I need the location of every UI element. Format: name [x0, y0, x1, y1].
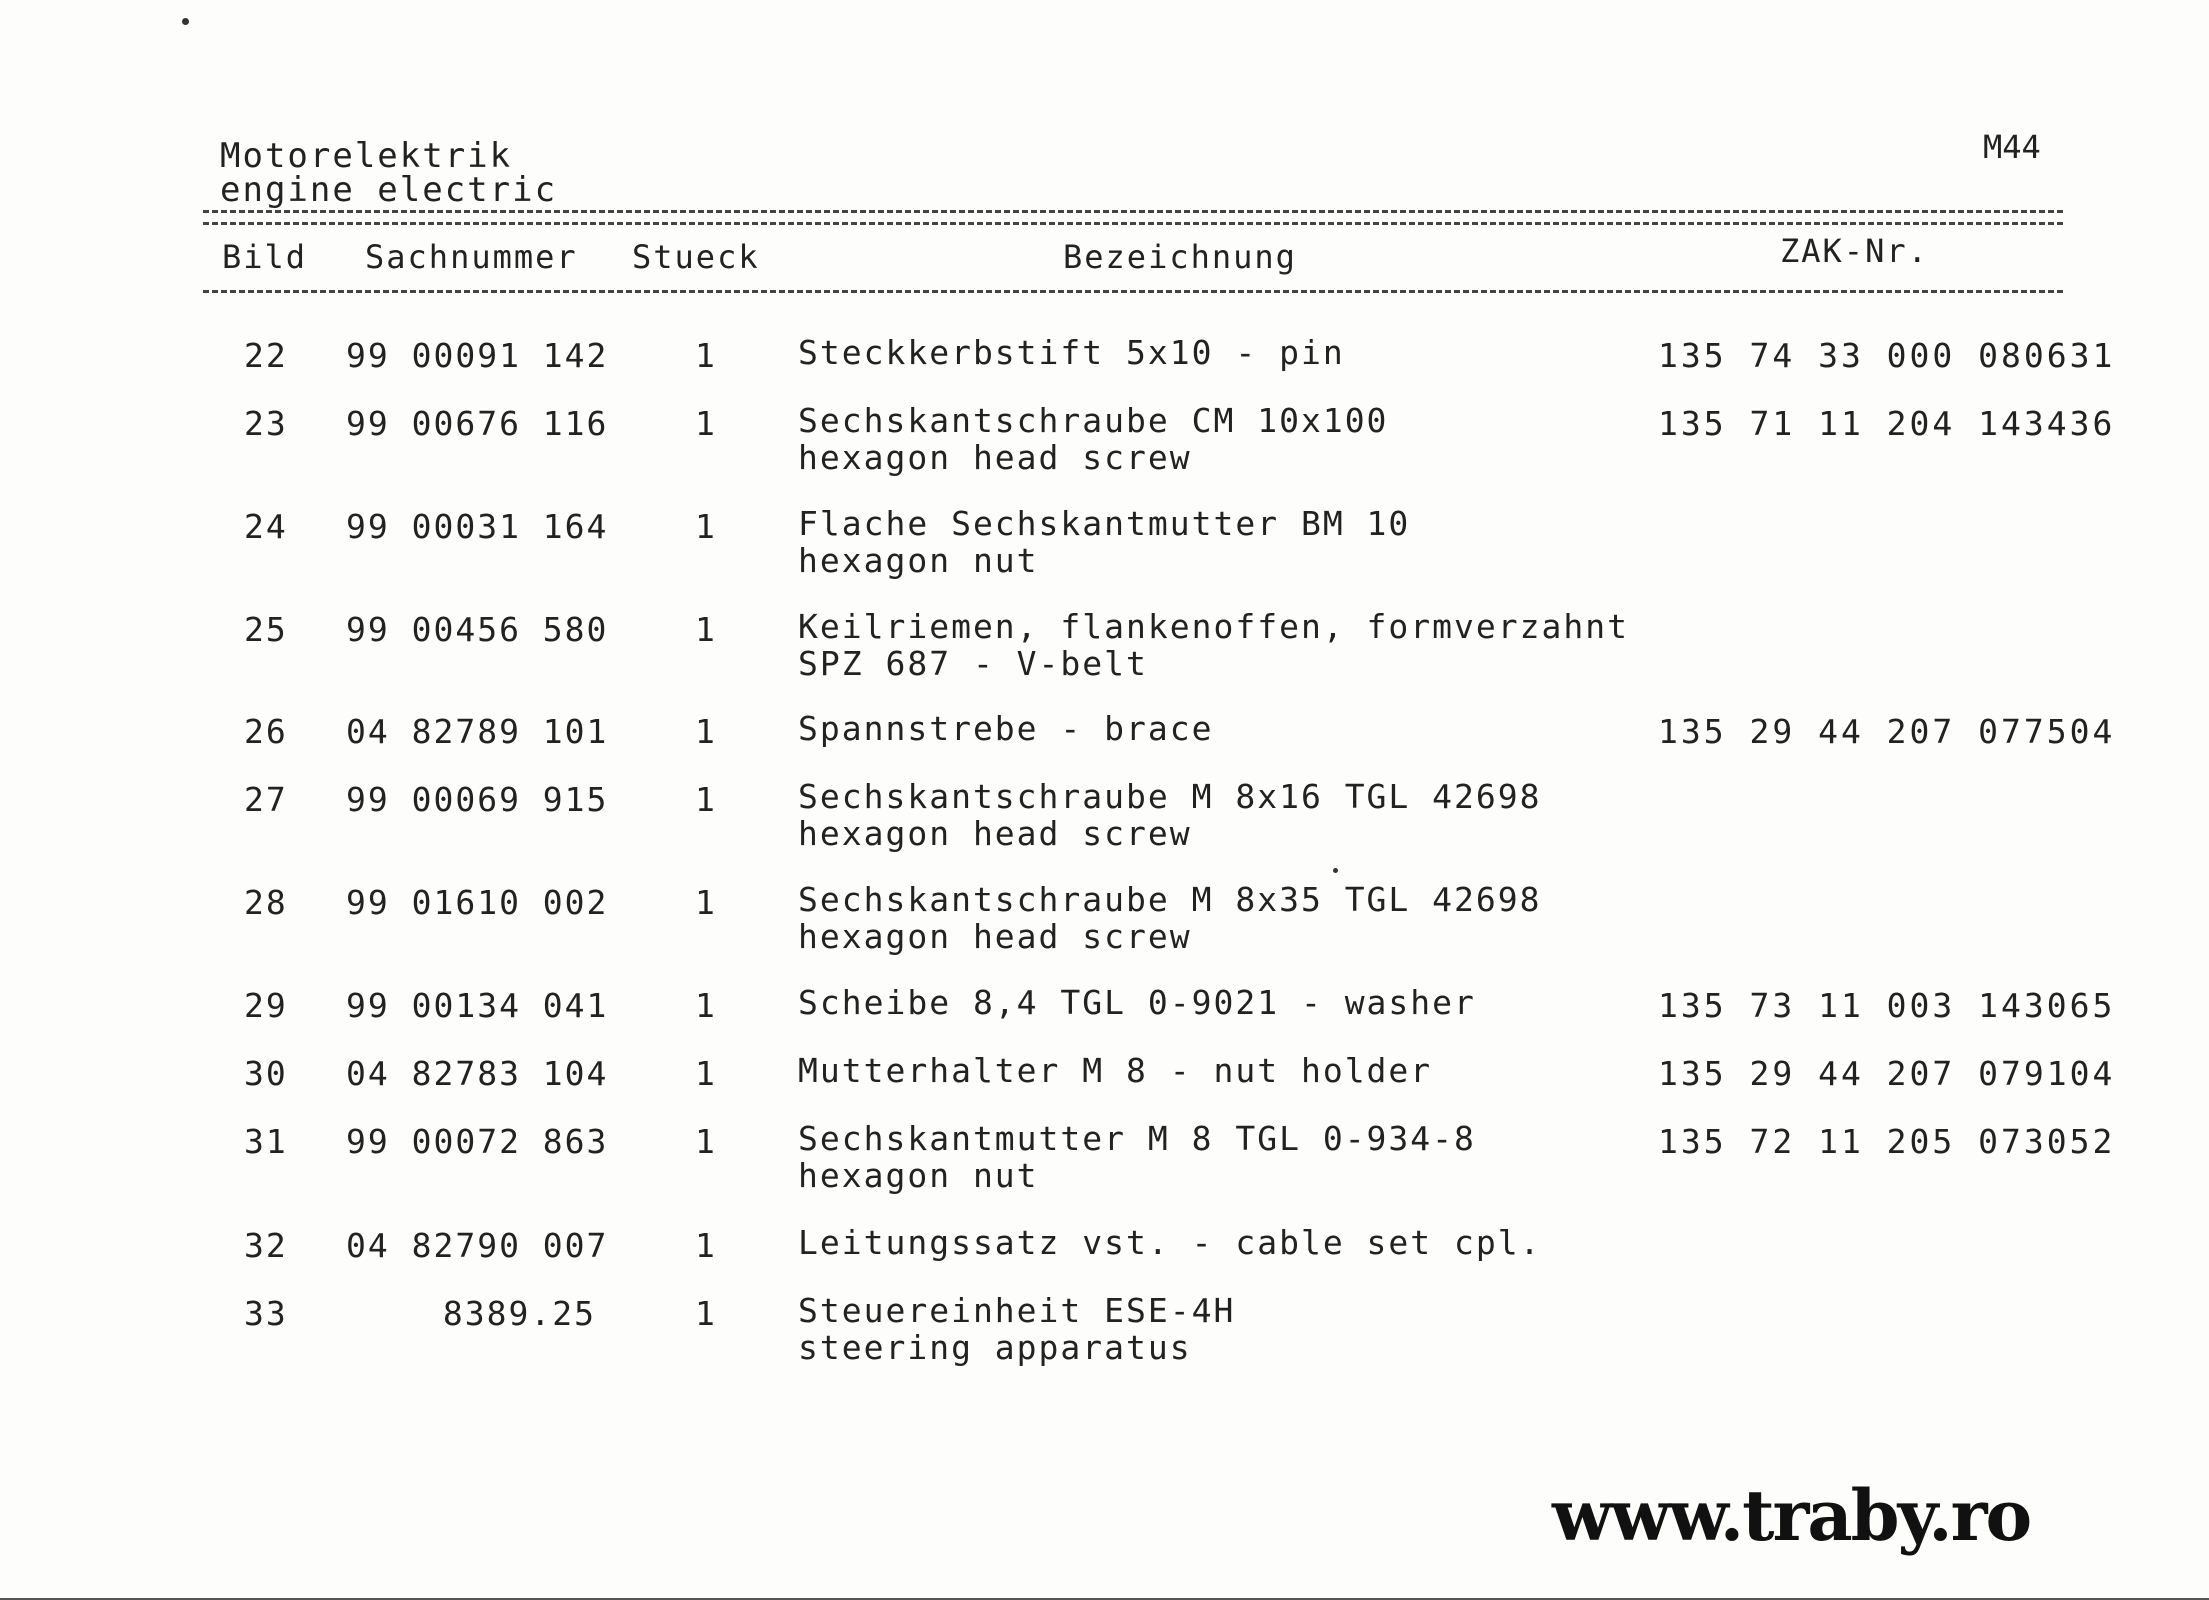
column-header-bezeichnung: Bezeichnung [1063, 238, 1297, 276]
bild-cell: 28 [244, 883, 288, 922]
bild-cell: 25 [244, 610, 288, 649]
page-code: M44 [1983, 128, 2041, 166]
header-top-rule [203, 210, 2063, 213]
bild-cell: 31 [244, 1122, 288, 1161]
bezeichnung-line-1: Mutterhalter M 8 - nut holder [798, 1051, 1433, 1090]
bezeichnung-line-1: Leitungssatz vst. - cable set cpl. [798, 1223, 1542, 1262]
bezeichnung-cell [798, 608, 1629, 682]
bezeichnung-line-2: hexagon nut [798, 1156, 1039, 1195]
bild-cell: 27 [244, 780, 288, 819]
bild-cell: 33 [244, 1294, 288, 1333]
sachnummer-cell: 99 00676 116 [346, 404, 609, 443]
stueck-cell: 1 [695, 404, 717, 443]
bild-cell: 24 [244, 507, 288, 546]
column-header-stueck: Stueck [632, 238, 760, 276]
sachnummer-cell: 04 82790 007 [346, 1226, 609, 1265]
bezeichnung-line-1: Spannstrebe - brace [798, 709, 1214, 748]
zak-cell: 135 71 11 204 143436 [1658, 404, 2116, 443]
bezeichnung-line-2: hexagon head screw [798, 438, 1192, 477]
header-top-rule-2 [203, 222, 2063, 225]
bezeichnung-cell [798, 984, 1476, 1021]
bezeichnung-line-1: Steuereinheit ESE-4H [798, 1291, 1236, 1330]
stueck-cell: 1 [695, 507, 717, 546]
sachnummer-cell: 8389.25 [442, 1294, 596, 1333]
bild-cell: 30 [244, 1054, 288, 1093]
stueck-cell: 1 [695, 780, 717, 819]
bezeichnung-cell [798, 505, 1410, 579]
zak-cell: 135 29 44 207 079104 [1658, 1054, 2116, 1093]
bezeichnung-line-1: Scheibe 8,4 TGL 0-9021 - washer [798, 983, 1476, 1022]
zak-cell: 135 29 44 207 077504 [1658, 712, 2116, 751]
bezeichnung-line-1: Keilriemen, flankenoffen, formverzahnt [798, 607, 1629, 646]
sachnummer-cell: 99 00134 041 [346, 986, 609, 1025]
bezeichnung-line-2: hexagon nut [798, 541, 1039, 580]
bezeichnung-cell [798, 1120, 1476, 1194]
section-title-german: Motorelektrik [220, 136, 513, 176]
table-row [0, 504, 2209, 587]
bezeichnung-cell [798, 334, 1345, 371]
bezeichnung-line-2: hexagon head screw [798, 814, 1192, 853]
table-row [0, 607, 2209, 690]
bezeichnung-cell [798, 881, 1542, 955]
column-header-zak: ZAK-Nr. [1780, 232, 1929, 270]
bezeichnung-cell [798, 1224, 1542, 1261]
zak-cell: 135 73 11 003 143065 [1658, 986, 2116, 1025]
bild-cell: 29 [244, 986, 288, 1025]
stueck-cell: 1 [695, 1226, 717, 1265]
scan-speck [1333, 868, 1338, 873]
table-row [0, 1119, 2209, 1202]
table-row [0, 1291, 2209, 1374]
sachnummer-cell: 99 01610 002 [346, 883, 609, 922]
scan-speck [182, 18, 189, 25]
column-header-bild: Bild [222, 238, 308, 276]
bild-cell: 32 [244, 1226, 288, 1265]
bezeichnung-line-1: Flache Sechskantmutter BM 10 [798, 504, 1411, 543]
watermark-logo: www.traby.ro [1552, 1474, 2031, 1557]
stueck-cell: 1 [695, 712, 717, 751]
stueck-cell: 1 [695, 1294, 717, 1333]
stueck-cell: 1 [695, 986, 717, 1025]
stueck-cell: 1 [695, 1054, 717, 1093]
stueck-cell: 1 [695, 883, 717, 922]
table-row [0, 880, 2209, 963]
bild-cell: 22 [244, 336, 288, 375]
bezeichnung-line-2: steering apparatus [798, 1328, 1192, 1367]
bezeichnung-cell [798, 1292, 1235, 1366]
header-bottom-rule [203, 290, 2063, 293]
sachnummer-cell: 99 00069 915 [346, 780, 609, 819]
bezeichnung-cell [798, 1052, 1432, 1089]
bezeichnung-line-2: SPZ 687 - V-belt [798, 644, 1148, 683]
stueck-cell: 1 [695, 610, 717, 649]
sachnummer-cell: 99 00031 164 [346, 507, 609, 546]
sachnummer-cell: 99 00072 863 [346, 1122, 609, 1161]
stueck-cell: 1 [695, 336, 717, 375]
bild-cell: 26 [244, 712, 288, 751]
section-title-english: engine electric [220, 170, 558, 210]
sachnummer-cell: 04 82789 101 [346, 712, 609, 751]
bezeichnung-line-2: hexagon head screw [798, 917, 1192, 956]
table-row [0, 401, 2209, 484]
bezeichnung-line-1: Sechskantschraube M 8x16 TGL 42698 [798, 777, 1542, 816]
column-header-sachnummer: Sachnummer [365, 238, 578, 276]
bezeichnung-cell [798, 402, 1388, 476]
zak-cell: 135 74 33 000 080631 [1658, 336, 2116, 375]
bild-cell: 23 [244, 404, 288, 443]
bezeichnung-cell [798, 710, 1214, 747]
sachnummer-cell: 99 00091 142 [346, 336, 609, 375]
table-row [0, 777, 2209, 860]
bezeichnung-line-1: Sechskantschraube CM 10x100 [798, 401, 1389, 440]
zak-cell: 135 72 11 205 073052 [1658, 1122, 2116, 1161]
sachnummer-cell: 99 00456 580 [346, 610, 609, 649]
bezeichnung-line-1: Steckkerbstift 5x10 - pin [798, 333, 1345, 372]
stueck-cell: 1 [695, 1122, 717, 1161]
bezeichnung-line-1: Sechskantmutter M 8 TGL 0-934-8 [798, 1119, 1476, 1158]
bezeichnung-line-1: Sechskantschraube M 8x35 TGL 42698 [798, 880, 1542, 919]
bezeichnung-cell [798, 778, 1542, 852]
sachnummer-cell: 04 82783 104 [346, 1054, 609, 1093]
